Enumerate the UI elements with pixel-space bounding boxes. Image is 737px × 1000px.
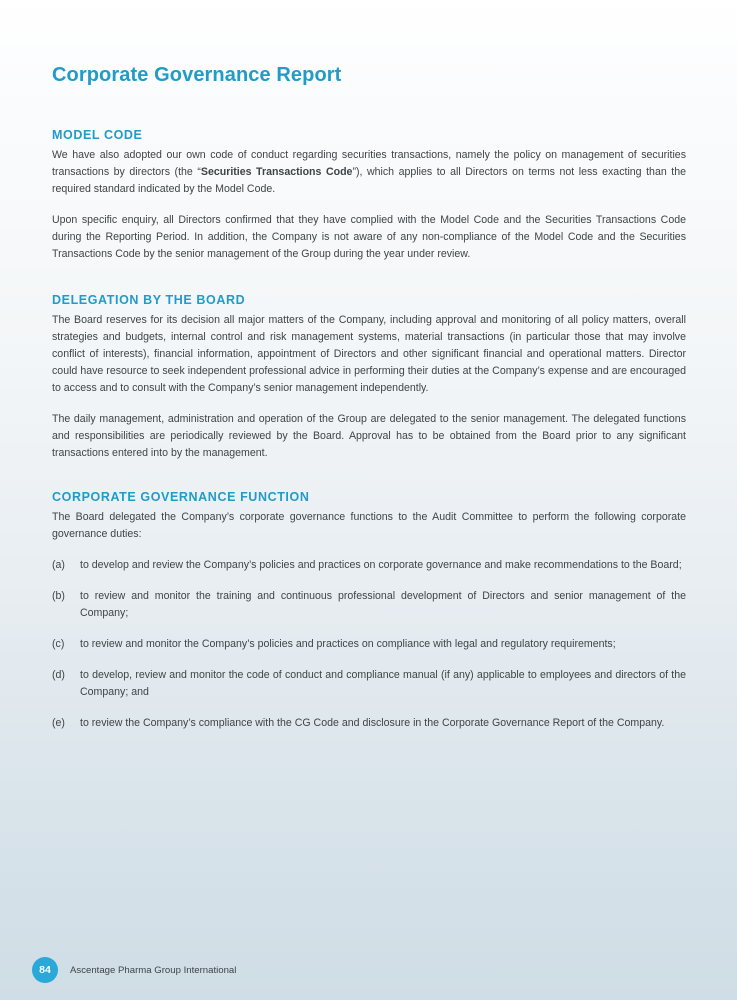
- footer-company-name: Ascentage Pharma Group International: [70, 964, 237, 976]
- list-item-letter: (c): [52, 638, 65, 650]
- page-footer: [32, 957, 236, 983]
- list-item-letter: (b): [52, 590, 65, 602]
- list-item-text: to develop and review the Company’s policies and practices on corporate governance and make recommendations to the Board;: [80, 559, 682, 571]
- page-title: Corporate Governance Report: [52, 64, 342, 86]
- cg-function-intro: The Board delegated the Company’s corporate governance functions to the Audit Committee to perform the following corporate governance duties:: [52, 511, 686, 540]
- section-heading-model-code: MODEL CODE: [52, 128, 143, 142]
- page-number-badge: 84: [32, 957, 58, 983]
- list-item-letter: (a): [52, 559, 65, 571]
- delegation-paragraph-2: The daily management, administration and operation of the Group are delegated to the senior management. The delegated functions and responsibilities are periodically reviewed by the Board. Approval has to be obtained from the Board prior to any significant transactions entered into by the management.: [52, 413, 686, 459]
- section-heading-cg-function: CORPORATE GOVERNANCE FUNCTION: [52, 490, 310, 504]
- list-item: [52, 557, 686, 574]
- list-item: [52, 715, 686, 732]
- section-delegation: [52, 293, 686, 462]
- model-code-p1-text-start: We have also adopted our own code of conduct regarding securities transactions, namely the policy on management of securities transactions by directors (the “: [52, 149, 686, 178]
- model-code-p1-text-end: ”), which applies to all Directors on terms not less exacting than the required standard indicated by the Model Code.: [52, 166, 686, 195]
- delegation-paragraph-1: The Board reserves for its decision all major matters of the Company, including approval and monitoring of all policy matters, overall strategies and budgets, internal control and risk management systems, material transactions (in particular those that may involve conflict of interests), financial information, appointment of Directors and other significant financial and operational matters. Director could have resource to seek independent professional advice in performing their duties at the Company’s expense and are encouraged to access and to consult with the Company’s senior management independently.: [52, 314, 686, 394]
- list-item: [52, 588, 686, 622]
- list-item-text: to review and monitor the training and continuous professional development of Directors and senior management of the Company;: [80, 590, 686, 619]
- duties-list: [52, 557, 686, 732]
- list-item: [52, 667, 686, 701]
- section-heading-delegation: DELEGATION BY THE BOARD: [52, 293, 246, 307]
- securities-transactions-code-term: Securities Transactions Code: [200, 166, 353, 178]
- list-item-text: to review the Company’s compliance with the CG Code and disclosure in the Corporate Governance Report of the Company.: [80, 717, 665, 729]
- list-item-letter: (e): [52, 717, 65, 729]
- list-item: [52, 636, 686, 653]
- list-item-text: to develop, review and monitor the code of conduct and compliance manual (if any) applicable to employees and directors of the Company; and: [80, 669, 686, 698]
- model-code-paragraph-1: [52, 147, 686, 198]
- section-cg-function: [52, 490, 686, 746]
- model-code-paragraph-2: Upon specific enquiry, all Directors confirmed that they have complied with the Model Code and the Securities Transactions Code during the Reporting Period. In addition, the Company is not aware of any non-compliance of the Model Code and the Securities Transactions Code by the senior management of the Group during the year under review.: [52, 214, 686, 260]
- list-item-text: to review and monitor the Company’s policies and practices on compliance with legal and regulatory requirements;: [80, 638, 616, 650]
- section-model-code: [52, 128, 686, 263]
- list-item-letter: (d): [52, 669, 65, 681]
